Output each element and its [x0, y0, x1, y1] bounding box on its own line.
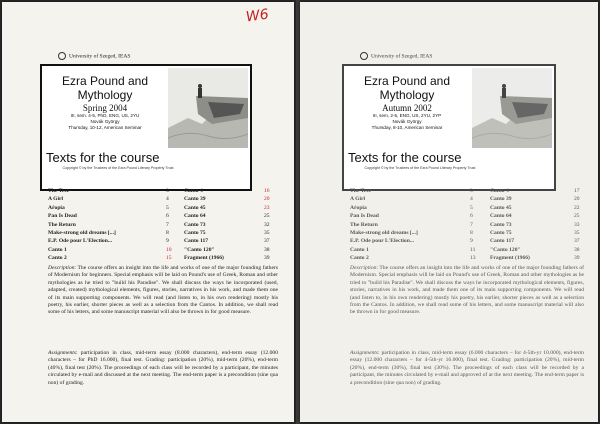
- toc-entry: "Canto 120" 38: [490, 246, 580, 253]
- toc-entry: "Canto 120" 38: [184, 246, 270, 253]
- course-details: III, sem, 2-5, ENG, US, 2YU, 2YP: [372, 113, 442, 118]
- toc-entry: Canto 75 35: [184, 229, 270, 236]
- course-title-line2: Mythology: [77, 88, 133, 102]
- university-seal-icon: [58, 52, 66, 60]
- university-seal-icon: [360, 52, 368, 60]
- right-booklet-cover: [300, 2, 598, 422]
- course-assignments: Assignments: participation in class, mid-term essay (6.000 characters – for 4-5th-yr 10.000), end-term essay (12.000 characters – for 4-5th-yr 16.000), final test. Grading: participation (20%), mid-term (20%), end-term (30%), final test (30%). The proceedings of each class will be recorded by a participant, the minutes circulated by e-mail and approved of at the next meeting. The end-term paper is a precondition (sine qua non) of grading.: [350, 350, 584, 386]
- copyright-note: Copyright © by the Trustees of the Ezra Pound Literary Property Trust: [364, 166, 476, 170]
- course-description: Description: The course offers an insight into the life and works of one of the major founding fathers of Modernism. Special emphasis will be laid on Pound's use of Greek, Roman and other mythologies as he tried to "build his Paradise". We shall discuss the ways he incorporated mythological elements, figures, stories, narratives in his work, and made them one of its main supporting components. We will read (and listen to, in his own rendering) mostly his poetry, his earlier, shorter pieces as well as a selection from the Cantos. In addition, we shall read some of his letters, and some manuscript material will also be thrown in for good measure.: [350, 265, 584, 316]
- toc-entry: Canto 39 20: [490, 196, 580, 203]
- toc-entry: Canto 64 25: [490, 213, 580, 220]
- toc-entry: E.P. Ode pour L'Election... 9: [350, 238, 473, 245]
- toc-entry: Canto 39 20: [184, 196, 270, 203]
- toc-entry: Canto 2 13: [350, 255, 476, 262]
- toc-entry: Canto 75 35: [490, 229, 580, 236]
- toc-entry: Canto 1 10: [48, 246, 172, 253]
- course-title-line1: Ezra Pound and: [363, 74, 451, 88]
- toc-column-right: [184, 187, 284, 263]
- course-details: III, sem. 4-5, PhD, ENG, US, 2YU: [70, 113, 140, 118]
- course-assignments: Assignments: participation in class, mid-term essay (8.000 characters), end-term essay (12.000 characters – for PhD 16.000), final test. Grading: participation (20%), mid-term (20%), end-term (40%), final test (20%). The proceedings of each class will be recorded by a participant, the minutes circulated by e-mail and discussed at the next meeting. The end-term paper is a precondition (sine qua non) of grading.: [48, 350, 278, 386]
- toc-entry: Pan Is Dead 6: [48, 213, 169, 220]
- handwritten-mark: W6: [244, 6, 270, 26]
- schedule: Thursday, 8-10, American Seminar: [371, 125, 443, 130]
- course-title-line1: Ezra Pound and: [61, 74, 149, 88]
- toc-entry: Canto 45 22: [490, 204, 580, 211]
- toc-entry: Aŕopia 5: [48, 204, 169, 211]
- toc-entry: Canto 2 15: [48, 255, 172, 262]
- toc-entry: Aŕopia 5: [350, 204, 473, 211]
- left-booklet-cover: [2, 2, 294, 422]
- toc-entry: Canto 73 32: [184, 221, 270, 228]
- toc-entry: Canto 4 16: [184, 188, 270, 194]
- toc-entry: The Tree 3: [48, 188, 169, 194]
- institution-header: University of Szeged, IEAS: [360, 52, 432, 60]
- texts-heading: Texts for the course: [348, 150, 462, 165]
- toc-entry: Canto 117 37: [490, 238, 580, 245]
- toc-entry: The Return 7: [48, 221, 169, 228]
- institution-header: University of Szeged, IEAS: [58, 52, 130, 60]
- toc-entry: A Girl 4: [350, 196, 473, 203]
- table-of-contents: [350, 187, 590, 263]
- toc-column-right: [490, 187, 590, 263]
- copyright-note: Copyright © by the Trustees of the Ezra Pound Literary Property Trust: [62, 166, 174, 170]
- table-of-contents: [48, 187, 278, 263]
- texts-heading: Texts for the course: [46, 150, 160, 165]
- toc-entry: The Return 7: [350, 221, 473, 228]
- toc-column-left: [48, 187, 178, 263]
- semester: Spring 2004: [82, 103, 128, 113]
- toc-column-left: [350, 187, 480, 263]
- toc-entry: Fragment (1966) 39: [184, 255, 270, 262]
- toc-entry: The Tree 3: [350, 188, 473, 194]
- toc-entry: Pan Is Dead 6: [350, 213, 473, 220]
- toc-entry: Canto 1 11: [350, 246, 476, 253]
- toc-entry: Make-strong old dreams [...] 8: [350, 229, 473, 236]
- semester: Autumn 2002: [382, 103, 432, 113]
- instructor: Novák György: [392, 119, 422, 124]
- toc-entry: Canto 117 37: [184, 238, 270, 245]
- toc-entry: Make-strong old dreams [...] 8: [48, 229, 169, 236]
- cover-title-box: [342, 64, 556, 191]
- toc-entry: Canto 73 33: [490, 221, 580, 228]
- cliff-photo: [472, 68, 552, 148]
- course-title-line2: Mythology: [379, 88, 435, 102]
- toc-entry: Canto 64 25: [184, 213, 270, 220]
- instructor: Novák György: [90, 119, 120, 124]
- cliff-photo: [168, 68, 248, 148]
- toc-entry: E.P. Ode pour L'Election... 9: [48, 238, 169, 245]
- toc-entry: A Girl 4: [48, 196, 169, 203]
- toc-entry: Fragment (1966) 39: [490, 255, 580, 262]
- cover-title-box: [40, 64, 252, 191]
- toc-entry: Canto 45 23: [184, 204, 270, 211]
- course-description: Description: The course offers an insight into the life and works of one of the major founding fathers of Modernism for beginners. Special emphasis will be laid on Pound's use of Greek, Roman and other mythologies as he tried to "build his Paradise". We shall discuss the ways he incorporated (used, adapted, created) mythological elements, figures, stories, narratives in his work, and made them one of its main supporting components. We will read (and listen to, in his own rendering) mostly his poetry, his earlier, shorter pieces as well as a selection from the Cantos. In addition, we shall read some of his letters, and some manuscript material will also be thrown in for good measure.: [48, 265, 278, 316]
- schedule: Thursday, 10-12, American Seminar: [68, 125, 142, 130]
- toc-entry: Canto 4 17: [490, 188, 580, 194]
